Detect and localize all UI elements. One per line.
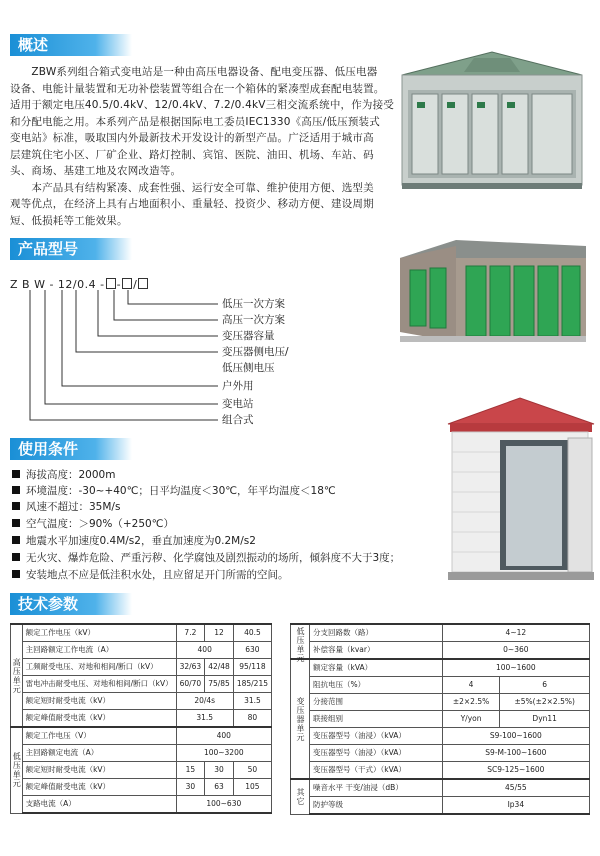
table-row: [291, 642, 590, 660]
bullet-square-icon: [12, 486, 20, 494]
model-label: 组合式: [222, 414, 254, 426]
condition-item: 安装地点不应是低洼积水处，且应留足开门所需的空间。: [12, 568, 289, 582]
table-cell: 变压器型号（油浸）（kVA）: [310, 728, 443, 745]
overview-line: 和分配电能之用。本系列产品是根据国际电工委员IEC1330《高压/低压预装式: [10, 115, 380, 128]
table-cell: 60/70: [176, 676, 205, 693]
table-cell: 63: [205, 779, 234, 796]
substation-photo-red-roof: [446, 396, 596, 586]
condition-item: 环境温度：-30~+40℃；日平均温度＜30℃，年平均温度＜18℃: [12, 484, 336, 498]
table-cell: 185/215: [233, 676, 271, 693]
table-cell: 400: [176, 727, 271, 745]
overview-line: 适用于额定电压40.5/0.4kV、12/0.4kV、7.2/0.4kV三相交流系统中，作为接受: [10, 99, 395, 111]
table-cell: 45/55: [442, 779, 589, 797]
table-cell: 20/4s: [176, 693, 233, 710]
condition-item: 海拔高度：2000m: [12, 468, 115, 482]
table-cell: 主回路额定工作电流（A）: [22, 642, 176, 659]
substation-photo-brick: [396, 236, 591, 346]
overview-line: 层建筑住宅小区、厂矿企业、路灯控制、宾馆、医院、油田、机场、车站、码: [10, 148, 374, 161]
table-row: [11, 779, 272, 796]
table-cell: 630: [233, 642, 271, 659]
table-cell: 联接组别: [310, 711, 443, 728]
bullet-square-icon: [12, 553, 20, 561]
table-cell: 额定工作电压（V）: [22, 727, 176, 745]
table-cell: 支路电流（A）: [22, 796, 176, 814]
table-cell: 变压器型号（油浸）（kVA）: [310, 745, 443, 762]
table-cell: Dyn11: [500, 711, 590, 728]
table-cell: 31.5: [233, 693, 271, 710]
table-cell: 额定峰值耐受电流（kV）: [22, 710, 176, 728]
bullet-square-icon: [12, 570, 20, 578]
overview-line: 变电站》标准，吸取国内外最新技术开发设计的新型产品。广泛适用于城市高: [10, 132, 374, 144]
table-cell: 阻抗电压（%）: [310, 677, 443, 694]
table-cell: 额定容量（kVA）: [310, 659, 443, 677]
placeholder-box: [122, 278, 132, 289]
table-cell: Y/yon: [442, 711, 500, 728]
table-cell: 50: [233, 762, 271, 779]
table-row: [11, 710, 272, 728]
table-cell: 额定短时耐受电流（kV）: [22, 762, 176, 779]
table-cell: 4~12: [442, 624, 589, 642]
model-label: 变电站: [222, 398, 254, 410]
table-cell: 32/63: [176, 659, 205, 676]
table-cell: 105: [233, 779, 271, 796]
table-cell: 42/48: [205, 659, 234, 676]
group-label-hv: 高压单元: [11, 624, 23, 727]
table-row: [291, 728, 590, 745]
spec-table-left: [10, 623, 272, 814]
condition-item: 地震水平加速度0.4M/s2，垂直加速度为0.2M/s2: [12, 534, 256, 548]
table-row: [291, 797, 590, 815]
group-label-transformer: 变压器单元: [291, 659, 310, 779]
table-cell: 0~360: [442, 642, 589, 660]
table-cell: 额定短时耐受电流（kV）: [22, 693, 176, 710]
overview-text: [10, 64, 395, 229]
table-row: [11, 659, 272, 676]
table-cell: 额定工作电压（kV）: [22, 624, 176, 642]
model-tree-lines: [0, 290, 240, 430]
overview-line: ZBW系列组合箱式变电站是一种由高压电器设备、配电变压器、低压电器: [10, 66, 378, 78]
table-cell: 额定峰值耐受电流（kV）: [22, 779, 176, 796]
section-title-model: 产品型号: [10, 238, 132, 260]
table-cell: SC9-125~1600: [442, 762, 589, 780]
model-code-text: Z B W - 12/0.4 -: [10, 278, 105, 291]
table-cell: 补偿容量（kvar）: [310, 642, 443, 660]
table-cell: 防护等级: [310, 797, 443, 815]
table-row: [291, 659, 590, 677]
table-cell: S9-M-100~1600: [442, 745, 589, 762]
table-cell: 100~1600: [442, 659, 589, 677]
table-cell: 分支回路数（路）: [310, 624, 443, 642]
table-cell: 30: [176, 779, 205, 796]
table-cell: S9-100~1600: [442, 728, 589, 745]
table-cell: Ip34: [442, 797, 589, 815]
table-cell: 6: [500, 677, 590, 694]
table-row: [11, 796, 272, 814]
model-label: 变压器容量: [222, 330, 275, 342]
substation-photo-steel: [392, 50, 592, 195]
table-cell: 4: [442, 677, 500, 694]
section-title-tech: 技术参数: [10, 593, 132, 615]
table-cell: 75/85: [205, 676, 234, 693]
table-row: [291, 694, 590, 711]
table-cell: 变压器型号（干式）（kVA）: [310, 762, 443, 780]
model-label: 低压侧电压: [222, 362, 275, 374]
table-row: [11, 676, 272, 693]
condition-item: 空气温度：＞90%（+250℃）: [12, 517, 174, 531]
table-cell: 400: [176, 642, 233, 659]
table-cell: 31.5: [176, 710, 233, 728]
model-label: 高压一次方案: [222, 314, 285, 326]
model-code: Z B W - 12/0.4 - - /: [10, 278, 149, 291]
model-label: 低压一次方案: [222, 298, 285, 310]
model-label: 变压器侧电压/: [222, 346, 289, 358]
table-row: [11, 745, 272, 762]
table-row: [11, 624, 272, 642]
bullet-square-icon: [12, 470, 20, 478]
table-row: [291, 677, 590, 694]
overview-line: 设备、电能计量装置和无功补偿装置等组合在一个箱体的紧凑型成套配电装置。: [10, 82, 385, 95]
table-cell: 雷电冲击耐受电压、对地和相间/断口（kV）: [22, 676, 176, 693]
table-cell: 12: [205, 624, 234, 642]
overview-line: 观等优点，在经济上具有占地面积小、重量轻、投资少、移动方便、建设周期: [10, 198, 374, 210]
table-cell: 100~3200: [176, 745, 271, 762]
table-row: [291, 711, 590, 728]
table-row: [291, 779, 590, 797]
bullet-square-icon: [12, 536, 20, 544]
table-cell: 7.2: [176, 624, 205, 642]
table-row: [291, 624, 590, 642]
group-label-other: 其它: [291, 779, 310, 814]
group-label-lv: 低压单元: [291, 624, 310, 659]
table-row: [11, 762, 272, 779]
placeholder-box: [138, 278, 148, 289]
condition-item: 无火灾、爆炸危险、严重污秽、化学腐蚀及剧烈振动的场所，倾斜度不大于3度；: [12, 551, 400, 565]
spec-table-right: [290, 623, 590, 815]
table-cell: 工频耐受电压、对地和相间/断口（kV）: [22, 659, 176, 676]
table-row: [11, 642, 272, 659]
overview-line: 短、低损耗等工能效果。: [10, 214, 128, 227]
table-row: [291, 745, 590, 762]
table-cell: 分接范围: [310, 694, 443, 711]
table-row: [11, 727, 272, 745]
bullet-square-icon: [12, 502, 20, 510]
table-cell: 15: [176, 762, 205, 779]
condition-item: 风速不超过：35M/s: [12, 500, 120, 514]
table-cell: ±5%(±2×2.5%): [500, 694, 590, 711]
table-row: [11, 693, 272, 710]
table-cell: 40.5: [233, 624, 271, 642]
table-cell: 主回路额定电流（A）: [22, 745, 176, 762]
table-row: [291, 762, 590, 780]
table-cell: 100~630: [176, 796, 271, 814]
table-cell: 噪音水平 干变/油浸（dB）: [310, 779, 443, 797]
bullet-square-icon: [12, 519, 20, 527]
model-label: 户外用: [222, 380, 254, 392]
overview-line: 头、商场、基建工地及农网改造等。: [10, 165, 182, 177]
section-title-conditions: 使用条件: [10, 438, 132, 460]
section-title-overview: 概述: [10, 34, 132, 56]
table-cell: 80: [233, 710, 271, 728]
table-cell: 30: [205, 762, 234, 779]
table-cell: ±2×2.5%: [442, 694, 500, 711]
table-cell: 95/118: [233, 659, 271, 676]
overview-line: 本产品具有结构紧凑、成套性强、运行安全可靠、维护使用方便、选型美: [10, 181, 374, 194]
placeholder-box: [106, 278, 116, 289]
group-label-lv: 低压单元: [11, 727, 23, 813]
